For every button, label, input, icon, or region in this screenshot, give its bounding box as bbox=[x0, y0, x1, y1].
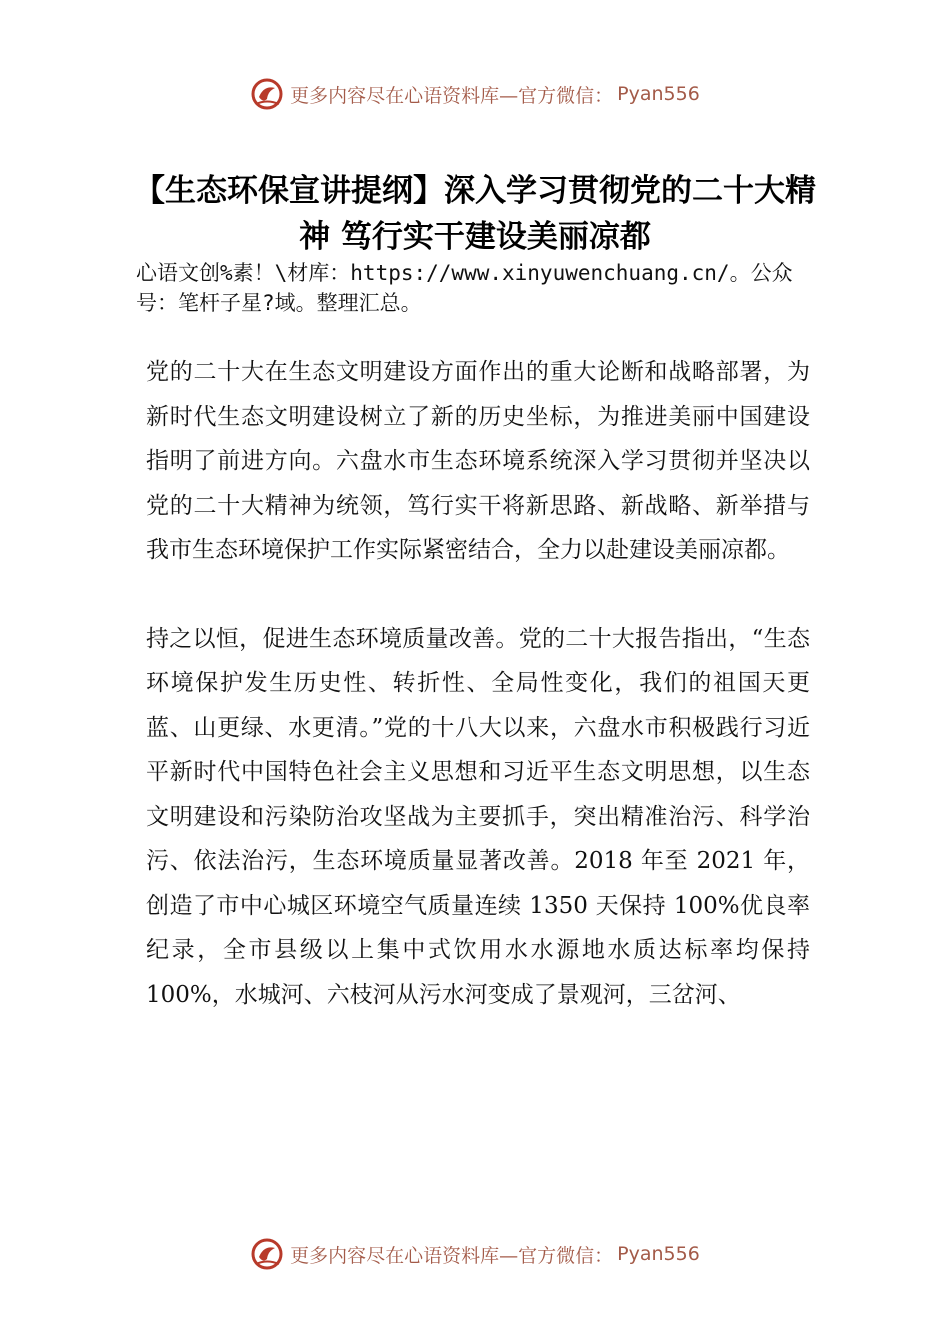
paragraph-2: 持之以恒，促进生态环境质量改善。党的二十大报告指出，“生态环境保护发生历史性、转折性、全局性变化，我们的祖国天更蓝、山更绿、水更清。”党的十八大以来，六盘水市积极践行习近平新时代中国特色社会主义思想和习近平生态文明思想，以生态文明建设和污染防治攻坚战为主要抓手，突出精准治污、科学治污、依法治污，生态环境质量显著改善。2018 年至 2021 年，创造了市中心城区环境空气质量连续 1350 天保持 100%优良率纪录，全市县级以上集中式饮用水水源地水质达标率均保持 100%，水城河、六枝河从污水河变成了景观河，三岔河、 bbox=[146, 625, 810, 1008]
banner-wechat-id: Pyan556 bbox=[617, 1243, 700, 1265]
footer-banner bbox=[0, 1232, 950, 1276]
banner-wechat-id: Pyan556 bbox=[617, 83, 700, 105]
source-note: 心语文创%素！\材库：https://www.xinyuwenchuang.cn/。公众号：笔杆子星?域。整理汇总。 bbox=[136, 261, 793, 315]
banner-text: 更多内容尽在心语资料库—官方微信： bbox=[290, 84, 614, 107]
swirl-logo-icon bbox=[250, 1237, 284, 1271]
document-title: 【生态环保宣讲提纲】深入学习贯彻党的二十大精神 笃行实干建设美丽凉都 bbox=[134, 173, 816, 255]
document-body bbox=[146, 350, 810, 1017]
banner-text: 更多内容尽在心语资料库—官方微信： bbox=[290, 1244, 614, 1267]
header-banner bbox=[0, 72, 950, 116]
paragraph-1: 党的二十大在生态文明建设方面作出的重大论断和战略部署，为新时代生态文明建设树立了新的历史坐标，为推进美丽中国建设指明了前进方向。六盘水市生态环境系统深入学习贯彻并坚决以党的二十大精神为统领，笃行实干将新思路、新战略、新举措与我市生态环境保护工作实际紧密结合，全力以赴建设美丽凉都。 bbox=[146, 359, 810, 563]
swirl-logo-icon bbox=[250, 77, 284, 111]
